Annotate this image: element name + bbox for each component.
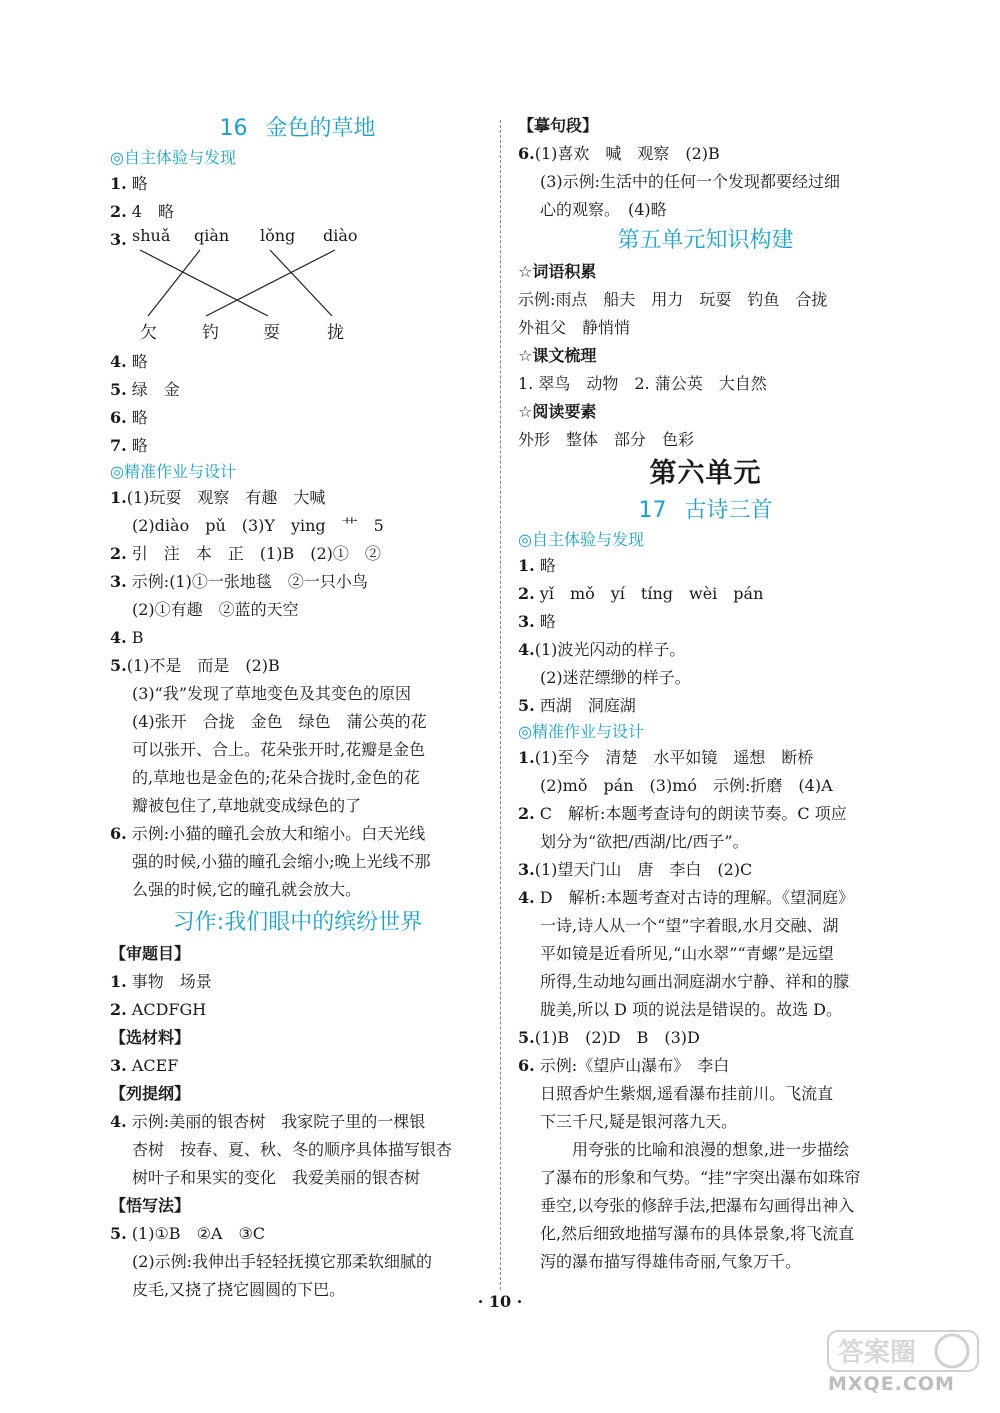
answer-line: 4. B: [110, 628, 144, 647]
pinyin-1: shuǎ: [132, 226, 171, 245]
answer-line: (2)迷茫缥缈的样子。: [540, 668, 691, 687]
answer-line: 3.: [110, 230, 127, 249]
heading-ci-yu-ji-lei: ☆词语积累: [518, 262, 597, 281]
answer-line: 5. (1)①B ②A ③C: [110, 1224, 266, 1243]
answer-line: 6.(1)喜欢 喊 观察 (2)B: [518, 144, 720, 163]
answer-line: 4.(1)波光闪动的样子。: [518, 640, 686, 659]
answer-line: 4. 略: [110, 352, 148, 371]
answer-line: 皮毛,又挠了挠它圆圆的下巴。: [132, 1280, 346, 1299]
section-self-experience: ◎自主体验与发现: [110, 148, 236, 167]
lesson-16-title: [110, 112, 485, 146]
watermark-logo-icon: [820, 1325, 990, 1375]
answer-line: 3.(1)望天门山 唐 李白 (2)C: [518, 860, 753, 879]
char-4: 拢: [327, 323, 344, 343]
writing-title: 习作:我们眼中的缤纷世界: [172, 910, 423, 935]
pinyin-4: diào: [323, 226, 358, 245]
pinyin-2: qiàn: [194, 226, 230, 245]
section-precise-homework: ◎精准作业与设计: [518, 722, 644, 741]
watermark-logo: [820, 1325, 990, 1400]
answer-line: 所得,生动地勾画出洞庭湖水宁静、祥和的朦: [540, 972, 850, 991]
answer-line: 5.(1)不是 而是 (2)B: [110, 656, 280, 675]
answer-line: (4)张开 合拢 金色 绿色 蒲公英的花: [132, 712, 427, 731]
answer-line: (2)mǒ pán (3)mó 示例:折磨 (4)A: [540, 776, 833, 795]
answer-line: 5. 西湖 洞庭湖: [518, 696, 636, 715]
answer-line: 2. C 解析:本题考查诗句的朗读节奏。C 项应: [518, 804, 847, 823]
answer-line: 5. 绿 金: [110, 380, 180, 399]
answer-line: 杏树 按春、夏、秋、冬的顺序具体描写银杏: [132, 1140, 453, 1159]
answer-line: 1. 略: [518, 556, 556, 575]
heading-shen-ti-mu: 【审题目】: [110, 944, 191, 963]
matching-lines: [110, 226, 485, 348]
char-2: 钓: [202, 323, 219, 343]
answer-line: 平如镜是近看所见,“山水翠”“青螺”是远望: [540, 944, 834, 963]
answer-line: 么强的时候,它的瞳孔就会放大。: [132, 880, 362, 899]
svg-text:答案圈: 答案圈: [838, 1338, 917, 1368]
pinyin-matching-diagram: [110, 226, 485, 348]
answer-line: 6. 示例:小猫的瞳孔会放大和缩小。白天光线: [110, 824, 426, 843]
answer-line: 1.(1)至今 清楚 水平如镜 遥想 断桥: [518, 748, 814, 767]
answer-line: 可以张开、合上。花朵张开时,花瓣是金色: [132, 740, 426, 759]
answer-line: 外形 整体 部分 色彩: [518, 430, 695, 449]
answer-line: (2)示例:我伸出手轻轻抚摸它那柔软细腻的: [132, 1252, 433, 1271]
heading-mo-ju-duan: 【摹句段】: [518, 116, 599, 135]
answer-line: 化,然后细致地描写瀑布的具体景象,将飞流直: [540, 1224, 855, 1243]
answer-line: 4. D 解析:本题考查对古诗的理解。《望洞庭》: [518, 888, 855, 907]
answer-line: 一诗,诗人从一个“望”字着眼,水月交融、湖: [540, 916, 839, 935]
answer-line: (2)①有趣 ②蓝的天空: [132, 600, 299, 619]
page-number: · 10 ·: [477, 1292, 523, 1311]
heading-wu-xie-fa: 【悟写法】: [110, 1196, 191, 1215]
answer-line: 2. ACDFGH: [110, 1000, 207, 1019]
section-precise-homework: ◎精准作业与设计: [110, 462, 236, 481]
answer-line: 2. yǐ mǒ yí tíng wèi pán: [518, 584, 764, 603]
lesson-number: 17: [638, 498, 667, 523]
answer-line: (2)diào pǔ (3)Y ying 艹 5: [132, 516, 384, 535]
answer-line: 2. 4 略: [110, 202, 174, 221]
left-column: [110, 112, 485, 1304]
unit-6-title: 第六单元: [649, 458, 762, 489]
answer-line: 用夸张的比喻和浪漫的想象,进一步描绘: [540, 1140, 850, 1159]
right-column: [518, 112, 893, 1276]
answer-line: 瓣被包住了,草地就变成绿色的了: [132, 796, 362, 815]
answer-line: (3)“我”发现了草地变色及其变色的原因: [132, 684, 412, 703]
answer-line: 示例:雨点 船夫 用力 玩耍 钓鱼 合拢: [518, 290, 828, 309]
heading-yue-du-yao-su: ☆阅读要素: [518, 402, 597, 421]
answer-line: 树叶子和果实的变化 我爱美丽的银杏树: [132, 1168, 421, 1187]
answer-line: (3)示例:生活中的任何一个发现都要经过细: [540, 172, 841, 191]
unit-5-knowledge-title: 第五单元知识构建: [617, 228, 794, 253]
lesson-name: 金色的草地: [265, 116, 376, 141]
answer-line: 心的观察。 (4)略: [540, 200, 667, 219]
answer-line: 了瀑布的形象和气势。“挂”字突出瀑布如珠帘: [540, 1168, 861, 1187]
answer-line: 外祖父 静悄悄: [518, 318, 631, 337]
answer-line: 5.(1)B (2)D B (3)D: [518, 1028, 700, 1047]
answer-line: 7. 略: [110, 436, 148, 455]
answer-line: 1. 事物 场景: [110, 972, 212, 991]
answer-line: 的,草地也是金色的;花朵合拢时,金色的花: [132, 768, 420, 787]
answer-line: 日照香炉生紫烟,遥看瀑布挂前川。飞流直: [540, 1084, 834, 1103]
char-3: 耍: [263, 323, 280, 343]
answer-line: 泻的瀑布描写得雄伟奇丽,气象万千。: [540, 1252, 802, 1271]
heading-lie-ti-gang: 【列提纲】: [110, 1084, 191, 1103]
pinyin-3: lǒng: [260, 226, 296, 245]
answer-line: 3. 略: [518, 612, 556, 631]
heading-xuan-cai-liao: 【选材料】: [110, 1028, 191, 1047]
answer-line: 3. 示例:(1)①一张地毯 ②一只小鸟: [110, 572, 368, 591]
answer-line: 垂空,以夸张的修辞手法,把瀑布勾画得出神入: [540, 1196, 855, 1215]
answer-line: 下三千尺,疑是银河落九天。: [540, 1112, 738, 1131]
char-1: 欠: [140, 323, 157, 343]
answer-line: 6. 略: [110, 408, 148, 427]
answer-line: 2. 引 注 本 正 (1)B (2)① ②: [110, 544, 381, 563]
answer-line: 3. ACEF: [110, 1056, 179, 1075]
heading-ke-wen-shu-li: ☆课文梳理: [518, 346, 597, 365]
answer-line: 划分为“欲把/西湖/比/西子”。: [540, 832, 749, 851]
section-self-experience: ◎自主体验与发现: [518, 530, 644, 549]
answer-line: 1. 略: [110, 174, 148, 193]
answer-line: 1. 翠鸟 动物 2. 蒲公英 大自然: [518, 374, 767, 393]
answer-line: 胧美,所以 D 项的说法是错误的。故选 D。: [540, 1000, 843, 1019]
answer-line: 1.(1)玩耍 观察 有趣 大喊: [110, 488, 326, 507]
answer-line: 4. 示例:美丽的银杏树 我家院子里的一棵银: [110, 1112, 426, 1131]
watermark-text: MXQE.COM: [828, 1373, 955, 1395]
answer-line: 6. 示例:《望庐山瀑布》 李白: [518, 1056, 730, 1075]
lesson-name: 古诗三首: [684, 498, 773, 523]
lesson-17-title: [518, 494, 893, 528]
column-divider: [500, 120, 501, 1290]
lesson-number: 16: [219, 116, 248, 141]
answer-line: 强的时候,小猫的瞳孔会缩小;晚上光线不那: [132, 852, 431, 871]
